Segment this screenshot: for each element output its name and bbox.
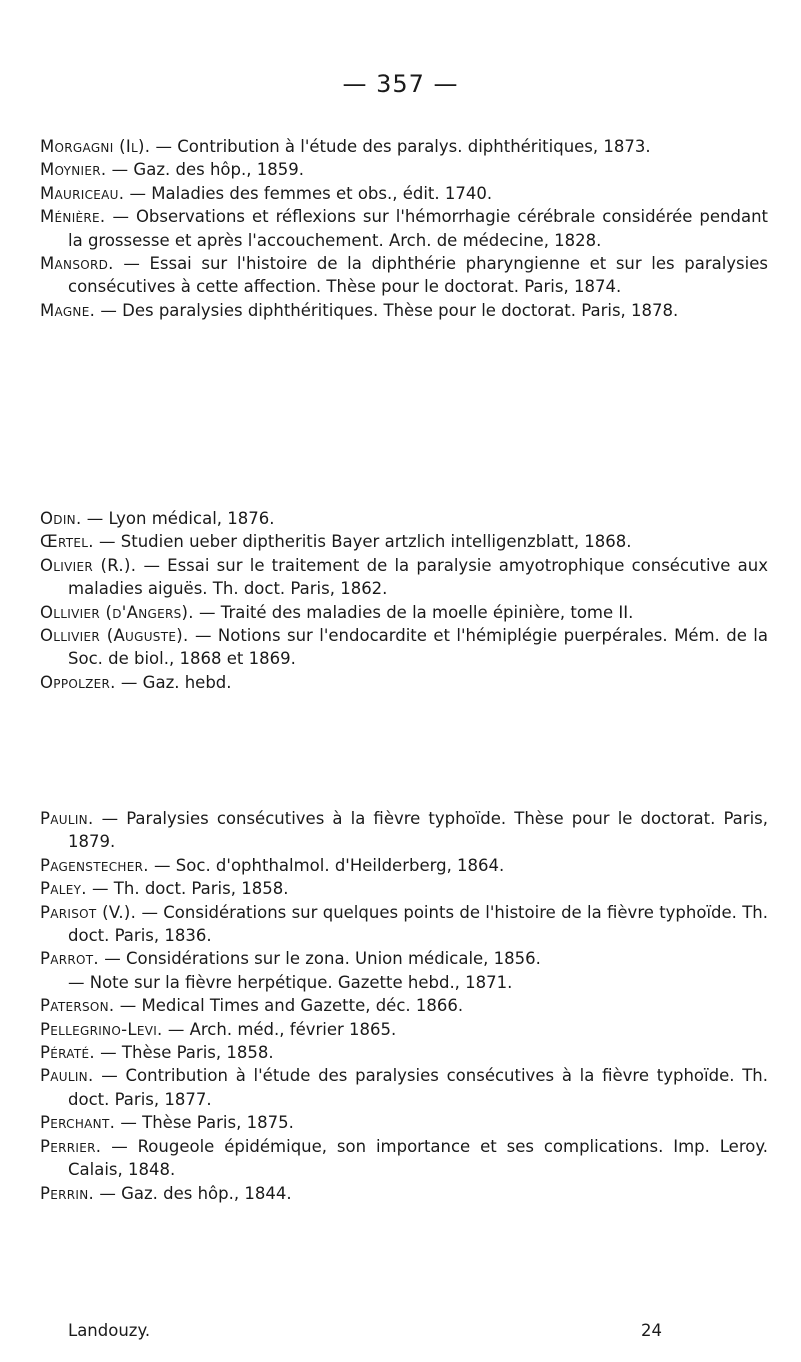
entry-text: — Gaz. hebd. — [115, 672, 232, 692]
entry-text: — Considérations sur quelques points de l'histoire de la fièvre typhoïde. Th. doct. Paris, 1836. — [68, 902, 768, 946]
bib-entry — [40, 1135, 768, 1182]
entry-author: Parisot (V.). — [40, 902, 137, 922]
entry-author: Paterson. — [40, 996, 115, 1016]
section-p — [40, 807, 768, 1205]
bib-entry — [40, 1111, 768, 1134]
entry-text: — Medical Times and Gazette, déc. 1866. — [114, 996, 464, 1016]
bib-entry — [40, 624, 768, 671]
entry-author: Perrier. — [40, 1136, 102, 1156]
section-m — [40, 135, 768, 322]
entry-author: Olivier (R.). — [40, 555, 137, 575]
entry-text: — Note sur la fièvre herpétique. Gazette hebd., 1871. — [68, 972, 513, 992]
bib-entry — [40, 205, 768, 252]
entry-text: — Traité des maladies de la moelle épinière, tome II. — [193, 602, 634, 622]
bib-entry — [40, 182, 768, 205]
entry-author: Ménière. — [40, 207, 106, 227]
bib-entry — [40, 1041, 768, 1064]
bib-entry — [40, 252, 768, 299]
entry-text: — Essai sur le traitement de la paralysie amyotrophique consécutive aux maladies aiguës. Th. doct. Paris, 1862. — [68, 555, 768, 599]
entry-author: Paulin. — [40, 1066, 94, 1086]
entry-text: — Thèse Paris, 1875. — [115, 1113, 294, 1133]
bib-entry — [40, 947, 768, 970]
entry-author: Perchant. — [40, 1113, 116, 1133]
entry-author: Ollivier (Auguste). — [40, 626, 189, 646]
entry-author: Paley. — [40, 879, 87, 899]
bib-entry — [40, 601, 768, 624]
entry-text: — Arch. méd., février 1865. — [162, 1019, 397, 1039]
entry-text: — Rougeole épidémique, son importance et ses complications. Imp. Leroy. Calais, 1848. — [68, 1136, 768, 1180]
entry-text: — Gaz. des hôp., 1844. — [94, 1183, 292, 1203]
bib-entry — [40, 971, 768, 994]
entry-author: Oppolzer. — [40, 672, 116, 692]
entry-author: Ollivier (d'Angers). — [40, 602, 194, 622]
entry-text: — Des paralysies diphthéritiques. Thèse pour le doctorat. Paris, 1878. — [95, 300, 679, 320]
entry-text: — Essai sur l'histoire de la diphthérie pharyngienne et sur les paralysies consécutives à cette affection. Thèse pour le doctorat. Paris, 1874. — [68, 254, 768, 297]
bib-entry — [40, 530, 768, 553]
entry-author: Pagenstecher. — [40, 855, 149, 875]
entry-text: — Notions sur l'endocardite et l'hémiplégie puerpérales. Mém. de la Soc. de biol., 1868 et 1869. — [68, 626, 768, 669]
entry-text: — Maladies des femmes et obs., édit. 1740. — [124, 183, 493, 203]
bib-entry — [40, 158, 768, 181]
bib-entry — [40, 1064, 768, 1111]
entry-author: Mauriceau. — [40, 183, 125, 203]
entry-text: — Contribution à l'étude des paralys. diphthéritiques, 1873. — [150, 137, 651, 156]
bib-entry — [40, 1018, 768, 1041]
entry-text: — Contribution à l'étude des paralysies consécutives à la fièvre typhoïde. Th. doct. Paris, 1877. — [68, 1066, 768, 1109]
entry-text: — Observations et réflexions sur l'hémorrhagie cérébrale considérée pendant la grossesse et après l'accouchement. Arch. de médecine, 1828. — [68, 207, 768, 250]
entry-text: — Considérations sur le zona. Union médicale, 1856. — [98, 949, 541, 969]
entry-author: Moynier. — [40, 160, 107, 180]
bib-entry — [40, 554, 768, 601]
page-number: — 357 — — [342, 70, 459, 98]
section-o — [40, 507, 768, 694]
entry-text: — Soc. d'ophthalmol. d'Heilderberg, 1864. — [148, 855, 505, 875]
entry-author: Mansord. — [40, 254, 114, 274]
bib-entry — [40, 854, 768, 877]
bib-entry — [40, 299, 768, 322]
entry-text: — Lyon médical, 1876. — [81, 509, 275, 528]
bib-entry — [40, 507, 768, 530]
bib-entry — [40, 901, 768, 948]
entry-author: Perrin. — [40, 1183, 95, 1203]
entry-author: Morgagni (Il). — [40, 137, 151, 156]
bib-entry — [40, 135, 768, 158]
entry-author: Magne. — [40, 300, 96, 320]
signature-mark: Landouzy. — [68, 1321, 151, 1340]
bib-entry — [40, 994, 768, 1017]
bib-entry — [40, 1182, 768, 1205]
bib-entry — [40, 671, 768, 694]
entry-text: — Gaz. des hôp., 1859. — [106, 160, 304, 180]
entry-author: Paulin. — [40, 809, 94, 828]
bib-entry — [40, 877, 768, 900]
entry-author: Parrot. — [40, 949, 99, 969]
entry-text: — Studien ueber diptheritis Bayer artzlich intelligenzblatt, 1868. — [93, 532, 632, 552]
entry-author: Œrtel. — [40, 532, 94, 552]
entry-text: — Thèse Paris, 1858. — [94, 1043, 274, 1063]
entry-text: — Th. doct. Paris, 1858. — [86, 879, 289, 899]
entry-author: Odin. — [40, 509, 82, 528]
entry-text: — Paralysies consécutives à la fièvre typhoïde. Thèse pour le doctorat. Paris, 1879. — [68, 809, 768, 852]
entry-author: Pératé. — [40, 1043, 95, 1063]
bib-entry — [40, 807, 768, 854]
entry-author: Pellegrino-Levi. — [40, 1019, 163, 1039]
sheet-number: 24 — [641, 1321, 662, 1340]
